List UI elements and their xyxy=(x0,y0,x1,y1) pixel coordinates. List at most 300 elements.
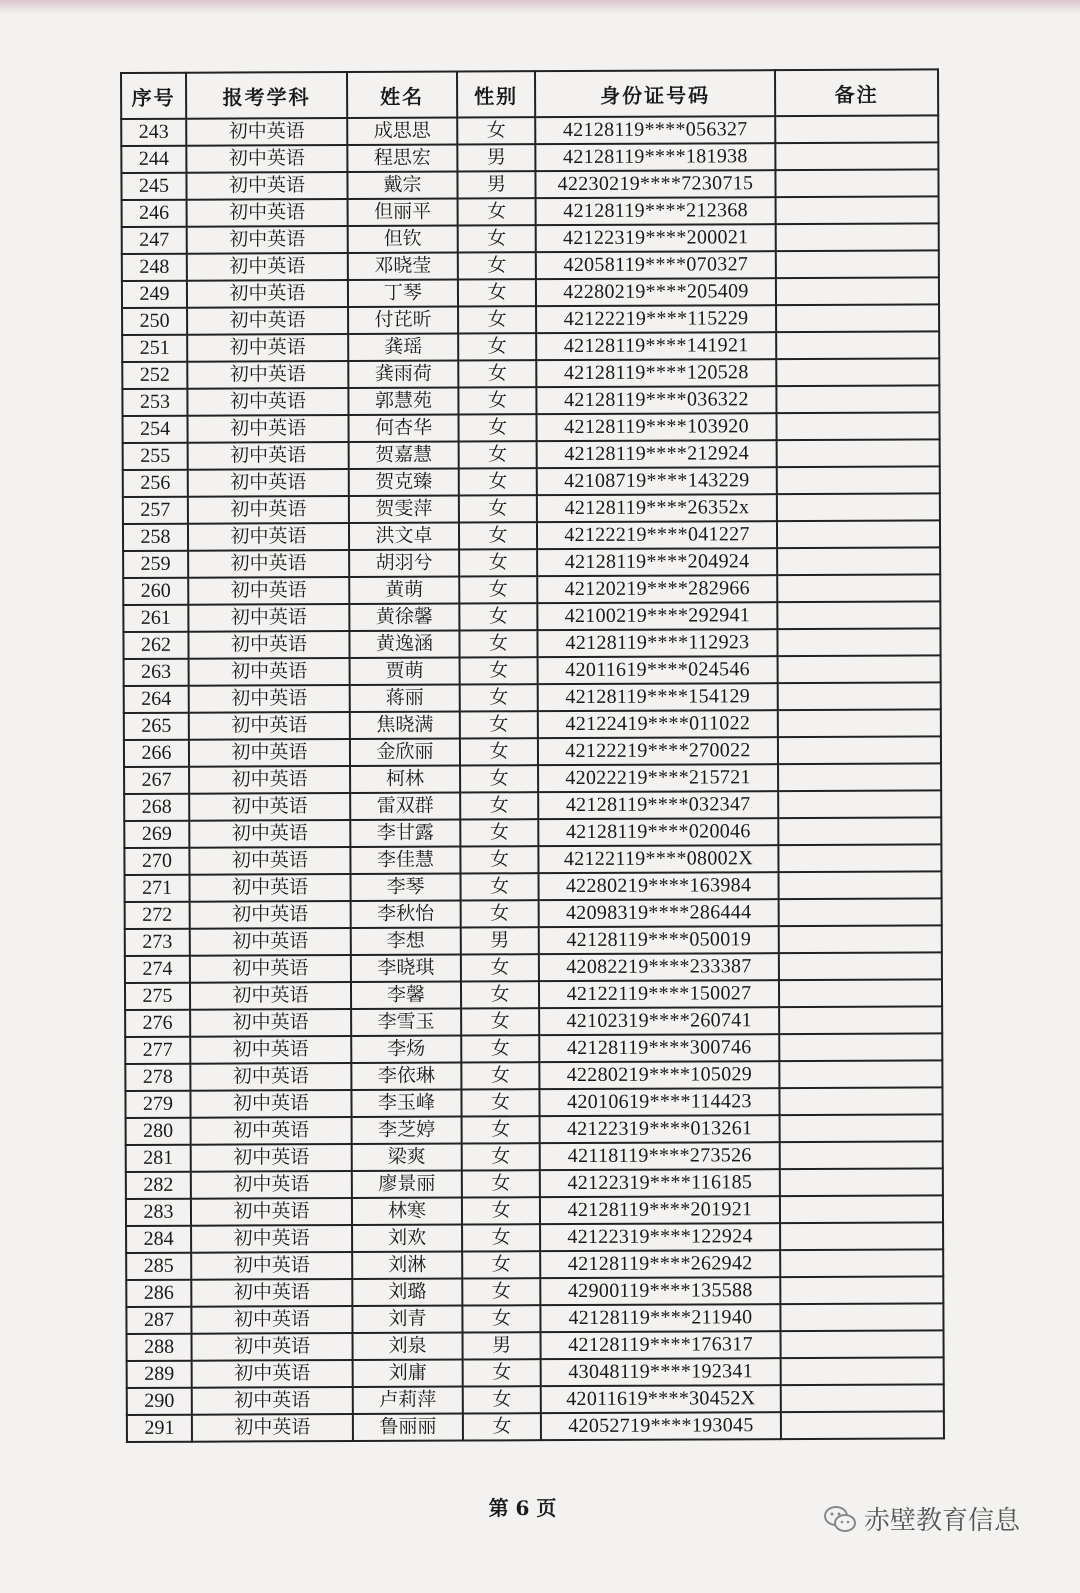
cell-id-number: 42128119****056327 xyxy=(535,116,775,144)
cell-name: 梁爽 xyxy=(352,1144,462,1171)
cell-remarks xyxy=(777,520,940,548)
cell-no: 282 xyxy=(126,1172,191,1199)
cell-subject: 初中英语 xyxy=(191,1279,352,1307)
table-row xyxy=(127,1411,944,1442)
cell-gender: 男 xyxy=(461,927,539,954)
cell-gender: 女 xyxy=(462,1305,540,1332)
candidate-table xyxy=(120,68,945,1443)
cell-remarks xyxy=(779,1033,942,1061)
cell-subject: 初中英语 xyxy=(189,712,350,740)
table-row xyxy=(122,250,939,281)
cell-gender: 女 xyxy=(462,1143,540,1170)
cell-remarks xyxy=(775,169,938,197)
cell-name: 程思宏 xyxy=(347,145,457,172)
cell-no: 245 xyxy=(121,173,186,200)
table-row xyxy=(126,1303,943,1334)
cell-no: 290 xyxy=(127,1388,192,1415)
cell-subject: 初中英语 xyxy=(192,1387,353,1415)
cell-id-number: 42010619****114423 xyxy=(539,1088,779,1116)
cell-remarks xyxy=(777,574,940,602)
cell-no: 252 xyxy=(122,362,187,389)
cell-subject: 初中英语 xyxy=(187,199,348,227)
cell-subject: 初中英语 xyxy=(191,1171,352,1199)
cell-remarks xyxy=(780,1222,943,1250)
table-row xyxy=(124,790,941,821)
cell-id-number: 42098319****286444 xyxy=(539,899,779,927)
cell-no: 284 xyxy=(126,1226,191,1253)
cell-no: 251 xyxy=(122,335,187,362)
cell-gender: 女 xyxy=(461,1035,539,1062)
cell-remarks xyxy=(777,601,940,629)
cell-subject: 初中英语 xyxy=(188,523,349,551)
cell-id-number: 42022219****215721 xyxy=(538,764,778,792)
cell-subject: 初中英语 xyxy=(191,1144,352,1172)
cell-subject: 初中英语 xyxy=(189,739,350,767)
cell-name: 李甘露 xyxy=(350,820,460,847)
cell-remarks xyxy=(779,1087,942,1115)
cell-subject: 初中英语 xyxy=(187,334,348,362)
cell-gender: 女 xyxy=(459,630,537,657)
cell-name: 鲁丽丽 xyxy=(353,1414,463,1441)
cell-no: 274 xyxy=(125,956,190,983)
cell-remarks xyxy=(776,412,939,440)
cell-name: 贺克臻 xyxy=(349,469,459,496)
cell-name: 丁琴 xyxy=(348,280,458,307)
cell-remarks xyxy=(777,628,940,656)
cell-remarks xyxy=(778,763,941,791)
cell-gender: 女 xyxy=(463,1386,541,1413)
cell-subject: 初中英语 xyxy=(191,1117,352,1145)
cell-gender: 男 xyxy=(457,171,535,198)
cell-remarks xyxy=(777,493,940,521)
cell-id-number: 42128119****050019 xyxy=(539,926,779,954)
cell-id-number: 42118119****273526 xyxy=(540,1142,780,1170)
cell-name: 何杏华 xyxy=(348,415,458,442)
cell-no: 258 xyxy=(123,524,188,551)
cell-subject: 初中英语 xyxy=(190,874,351,902)
cell-id-number: 42128119****300746 xyxy=(539,1034,779,1062)
cell-no: 247 xyxy=(122,227,187,254)
cell-name: 黄逸涵 xyxy=(349,631,459,658)
table-row xyxy=(122,331,939,362)
cell-no: 249 xyxy=(122,281,187,308)
table-row xyxy=(123,547,940,578)
table-row xyxy=(122,358,939,389)
table-row xyxy=(123,574,940,605)
cell-no: 257 xyxy=(123,497,188,524)
cell-remarks xyxy=(776,385,939,413)
cell-remarks xyxy=(776,304,939,332)
cell-remarks xyxy=(775,115,938,143)
cell-name: 郭慧苑 xyxy=(348,388,458,415)
cell-subject: 初中英语 xyxy=(186,172,347,200)
cell-subject: 初中英语 xyxy=(188,631,349,659)
cell-no: 277 xyxy=(125,1037,190,1064)
cell-name: 廖景丽 xyxy=(352,1171,462,1198)
cell-name: 龚雨荷 xyxy=(348,361,458,388)
cell-gender: 女 xyxy=(462,1170,540,1197)
cell-no: 271 xyxy=(125,875,190,902)
cell-name: 刘欢 xyxy=(352,1225,462,1252)
cell-id-number: 42128119****176317 xyxy=(541,1331,781,1359)
cell-subject: 初中英语 xyxy=(189,658,350,686)
cell-name: 刘青 xyxy=(352,1306,462,1333)
cell-name: 龚瑶 xyxy=(348,334,458,361)
cell-name: 洪文卓 xyxy=(349,523,459,550)
table-row xyxy=(126,1222,943,1253)
cell-subject: 初中英语 xyxy=(188,604,349,632)
cell-gender: 女 xyxy=(462,1116,540,1143)
cell-subject: 初中英语 xyxy=(189,820,350,848)
cell-subject: 初中英语 xyxy=(190,1036,351,1064)
cell-name: 李晓琪 xyxy=(351,955,461,982)
cell-subject: 初中英语 xyxy=(191,1306,352,1334)
cell-id-number: 42082219****233387 xyxy=(539,953,779,981)
cell-subject: 初中英语 xyxy=(188,550,349,578)
cell-gender: 女 xyxy=(460,684,538,711)
cell-name: 刘泉 xyxy=(353,1333,463,1360)
cell-gender: 男 xyxy=(463,1332,541,1359)
cell-subject: 初中英语 xyxy=(187,361,348,389)
cell-id-number: 42128119****036322 xyxy=(536,386,776,414)
cell-subject: 初中英语 xyxy=(188,496,349,524)
cell-id-number: 42100219****292941 xyxy=(537,602,777,630)
cell-id-number: 42011619****30452X xyxy=(541,1385,781,1413)
cell-remarks xyxy=(779,952,942,980)
table-row xyxy=(125,925,942,956)
cell-no: 275 xyxy=(125,983,190,1010)
cell-remarks xyxy=(776,358,939,386)
cell-id-number: 42122119****150027 xyxy=(539,980,779,1008)
cell-name: 李佳慧 xyxy=(350,847,460,874)
table-row xyxy=(123,601,940,632)
cell-id-number: 42011619****024546 xyxy=(538,656,778,684)
table-header-row xyxy=(121,69,938,119)
page-number: 第 6 页 xyxy=(488,1496,557,1520)
cell-id-number: 42128119****212368 xyxy=(536,197,776,225)
cell-no: 261 xyxy=(123,605,188,632)
cell-gender: 女 xyxy=(458,306,536,333)
cell-gender: 女 xyxy=(461,1062,539,1089)
cell-id-number: 42122219****270022 xyxy=(538,737,778,765)
table-row xyxy=(126,1114,943,1145)
cell-name: 邓晓莹 xyxy=(348,253,458,280)
table-row xyxy=(125,1006,942,1037)
cell-gender: 女 xyxy=(462,1224,540,1251)
cell-remarks xyxy=(776,196,939,224)
cell-remarks xyxy=(778,844,941,872)
cell-gender: 女 xyxy=(463,1359,541,1386)
cell-remarks xyxy=(777,466,940,494)
cell-name: 林寒 xyxy=(352,1198,462,1225)
cell-id-number: 42128119****032347 xyxy=(538,791,778,819)
cell-gender: 女 xyxy=(460,819,538,846)
cell-id-number: 42280219****163984 xyxy=(538,872,778,900)
cell-name: 李秋怡 xyxy=(351,901,461,928)
cell-gender: 男 xyxy=(457,144,535,171)
cell-name: 焦晓满 xyxy=(350,712,460,739)
cell-no: 286 xyxy=(126,1280,191,1307)
table-row xyxy=(122,304,939,335)
cell-subject: 初中英语 xyxy=(188,415,349,443)
cell-no: 256 xyxy=(123,470,188,497)
cell-gender: 女 xyxy=(460,765,538,792)
cell-name: 李想 xyxy=(351,928,461,955)
cell-no: 263 xyxy=(124,659,189,686)
cell-no: 260 xyxy=(123,578,188,605)
cell-gender: 女 xyxy=(459,522,537,549)
cell-no: 268 xyxy=(124,794,189,821)
cell-gender: 女 xyxy=(458,333,536,360)
cell-gender: 女 xyxy=(458,225,536,252)
table-row xyxy=(121,169,938,200)
paper-edge xyxy=(0,0,1080,14)
cell-no: 279 xyxy=(125,1091,190,1118)
cell-id-number: 42128119****020046 xyxy=(538,818,778,846)
cell-name: 贺雯萍 xyxy=(349,496,459,523)
cell-no: 254 xyxy=(123,416,188,443)
cell-remarks xyxy=(780,1195,943,1223)
cell-subject: 初中英语 xyxy=(189,793,350,821)
cell-id-number: 42108719****143229 xyxy=(537,467,777,495)
cell-remarks xyxy=(779,925,942,953)
cell-id-number: 42122219****115229 xyxy=(536,305,776,333)
cell-id-number: 42122319****116185 xyxy=(540,1169,780,1197)
table-row xyxy=(125,1033,942,1064)
cell-gender: 女 xyxy=(462,1251,540,1278)
cell-no: 276 xyxy=(125,1010,190,1037)
cell-remarks xyxy=(778,682,941,710)
header-col-gender: 性别 xyxy=(457,71,535,117)
cell-remarks xyxy=(780,1303,943,1331)
cell-subject: 初中英语 xyxy=(189,766,350,794)
table-row xyxy=(125,1087,942,1118)
cell-name: 刘淋 xyxy=(352,1252,462,1279)
cell-remarks xyxy=(779,979,942,1007)
cell-no: 291 xyxy=(127,1415,192,1442)
cell-gender: 女 xyxy=(462,1197,540,1224)
cell-name: 李炀 xyxy=(351,1036,461,1063)
cell-name: 成思思 xyxy=(347,118,457,145)
cell-gender: 女 xyxy=(460,846,538,873)
table-row xyxy=(122,196,939,227)
table-row xyxy=(123,466,940,497)
cell-remarks xyxy=(779,1060,942,1088)
table-row xyxy=(122,277,939,308)
cell-subject: 初中英语 xyxy=(192,1414,353,1442)
cell-id-number: 42128119****262942 xyxy=(540,1250,780,1278)
cell-remarks xyxy=(781,1411,944,1439)
cell-id-number: 42128119****181938 xyxy=(535,143,775,171)
cell-subject: 初中英语 xyxy=(187,307,348,335)
table-row xyxy=(126,1276,943,1307)
header-col-subject: 报考学科 xyxy=(186,72,347,119)
table-row xyxy=(124,844,941,875)
cell-gender: 女 xyxy=(458,360,536,387)
cell-name: 金欣丽 xyxy=(350,739,460,766)
cell-id-number: 42058119****070327 xyxy=(536,251,776,279)
cell-id-number: 42128119****204924 xyxy=(537,548,777,576)
cell-remarks xyxy=(778,817,941,845)
cell-subject: 初中英语 xyxy=(189,847,350,875)
cell-subject: 初中英语 xyxy=(187,226,348,254)
cell-no: 281 xyxy=(126,1145,191,1172)
cell-id-number: 42900119****135588 xyxy=(540,1277,780,1305)
table-row xyxy=(125,871,942,902)
table-row xyxy=(125,952,942,983)
table-row xyxy=(123,439,940,470)
table-row xyxy=(124,709,941,740)
cell-gender: 女 xyxy=(463,1413,541,1440)
cell-name: 李馨 xyxy=(351,982,461,1009)
cell-no: 250 xyxy=(122,308,187,335)
cell-no: 243 xyxy=(121,119,186,146)
cell-no: 272 xyxy=(125,902,190,929)
cell-no: 244 xyxy=(121,146,186,173)
watermark xyxy=(822,1500,1020,1537)
cell-remarks xyxy=(779,898,942,926)
cell-gender: 女 xyxy=(459,576,537,603)
cell-id-number: 42128119****112923 xyxy=(537,629,777,657)
table-row xyxy=(124,763,941,794)
cell-name: 雷双群 xyxy=(350,793,460,820)
cell-remarks xyxy=(776,223,939,251)
cell-id-number: 42122319****122924 xyxy=(540,1223,780,1251)
cell-subject: 初中英语 xyxy=(190,901,351,929)
table-row xyxy=(123,520,940,551)
table-row xyxy=(124,736,941,767)
cell-remarks xyxy=(777,439,940,467)
table-row xyxy=(124,682,941,713)
cell-id-number: 42122319****013261 xyxy=(540,1115,780,1143)
cell-subject: 初中英语 xyxy=(190,982,351,1010)
cell-subject: 初中英语 xyxy=(190,1009,351,1037)
cell-remarks xyxy=(780,1114,943,1142)
cell-id-number: 42128119****103920 xyxy=(536,413,776,441)
cell-subject: 初中英语 xyxy=(190,1090,351,1118)
cell-subject: 初中英语 xyxy=(188,469,349,497)
cell-subject: 初中英语 xyxy=(187,280,348,308)
cell-gender: 女 xyxy=(459,603,537,630)
cell-gender: 女 xyxy=(459,468,537,495)
cell-subject: 初中英语 xyxy=(190,928,351,956)
cell-no: 288 xyxy=(127,1334,192,1361)
cell-gender: 女 xyxy=(459,495,537,522)
table-row xyxy=(121,142,938,173)
cell-id-number: 42128119****120528 xyxy=(536,359,776,387)
cell-name: 刘庸 xyxy=(353,1360,463,1387)
cell-no: 266 xyxy=(124,740,189,767)
cell-id-number: 42052719****193045 xyxy=(541,1412,781,1440)
cell-remarks xyxy=(781,1357,944,1385)
table-row xyxy=(124,817,941,848)
cell-no: 246 xyxy=(122,200,187,227)
cell-name: 贾萌 xyxy=(350,658,460,685)
cell-subject: 初中英语 xyxy=(192,1333,353,1361)
cell-id-number: 42122119****08002X xyxy=(538,845,778,873)
cell-gender: 女 xyxy=(461,900,539,927)
cell-name: 卢莉萍 xyxy=(353,1387,463,1414)
cell-no: 265 xyxy=(124,713,189,740)
cell-remarks xyxy=(776,331,939,359)
cell-name: 贺嘉慧 xyxy=(349,442,459,469)
table-row xyxy=(123,412,940,443)
cell-name: 戴宗 xyxy=(347,172,457,199)
cell-remarks xyxy=(778,655,941,683)
cell-name: 黄徐馨 xyxy=(349,604,459,631)
cell-id-number: 42280219****205409 xyxy=(536,278,776,306)
cell-no: 278 xyxy=(125,1064,190,1091)
cell-gender: 女 xyxy=(458,279,536,306)
cell-no: 255 xyxy=(123,443,188,470)
cell-name: 李依琳 xyxy=(351,1063,461,1090)
header-col-name: 姓名 xyxy=(347,72,457,118)
cell-id-number: 42128119****154129 xyxy=(538,683,778,711)
cell-gender: 女 xyxy=(462,1278,540,1305)
cell-subject: 初中英语 xyxy=(186,145,347,173)
cell-gender: 女 xyxy=(460,738,538,765)
header-col-remarks: 备注 xyxy=(775,69,938,116)
table-row xyxy=(126,1195,943,1226)
cell-id-number: 42128119****212924 xyxy=(537,440,777,468)
cell-name: 但钦 xyxy=(348,226,458,253)
cell-id-number: 42102319****260741 xyxy=(539,1007,779,1035)
cell-name: 蒋丽 xyxy=(350,685,460,712)
header-col-no: 序号 xyxy=(121,73,186,119)
cell-name: 但丽平 xyxy=(348,199,458,226)
cell-gender: 女 xyxy=(461,1008,539,1035)
cell-no: 270 xyxy=(124,848,189,875)
cell-subject: 初中英语 xyxy=(190,955,351,983)
cell-remarks xyxy=(779,1006,942,1034)
cell-name: 柯林 xyxy=(350,766,460,793)
cell-name: 李玉峰 xyxy=(351,1090,461,1117)
cell-name: 李雪玉 xyxy=(351,1009,461,1036)
cell-remarks xyxy=(778,790,941,818)
cell-subject: 初中英语 xyxy=(191,1198,352,1226)
table-row xyxy=(123,493,940,524)
cell-id-number: 42122219****041227 xyxy=(537,521,777,549)
cell-subject: 初中英语 xyxy=(190,1063,351,1091)
cell-subject: 初中英语 xyxy=(186,118,347,146)
cell-remarks xyxy=(781,1384,944,1412)
cell-gender: 女 xyxy=(460,792,538,819)
table-row xyxy=(125,979,942,1010)
cell-id-number: 42122319****200021 xyxy=(536,224,776,252)
cell-subject: 初中英语 xyxy=(187,253,348,281)
cell-gender: 女 xyxy=(461,954,539,981)
cell-gender: 女 xyxy=(460,711,538,738)
table-body xyxy=(121,115,944,1442)
table-row xyxy=(124,655,941,686)
table-row xyxy=(121,115,938,146)
watermark-text: 赤壁教育信息 xyxy=(864,1506,1021,1536)
table-row xyxy=(125,1060,942,1091)
table-row xyxy=(126,1249,943,1280)
cell-no: 262 xyxy=(123,632,188,659)
cell-gender: 女 xyxy=(458,198,536,225)
cell-remarks xyxy=(780,1249,943,1277)
cell-id-number: 42128119****141921 xyxy=(536,332,776,360)
cell-id-number: 42128119****201921 xyxy=(540,1196,780,1224)
cell-name: 黄萌 xyxy=(349,577,459,604)
cell-id-number: 42230219****7230715 xyxy=(535,170,775,198)
cell-gender: 女 xyxy=(461,1089,539,1116)
cell-gender: 女 xyxy=(458,252,536,279)
cell-no: 289 xyxy=(127,1361,192,1388)
cell-no: 269 xyxy=(124,821,189,848)
table-row xyxy=(123,628,940,659)
